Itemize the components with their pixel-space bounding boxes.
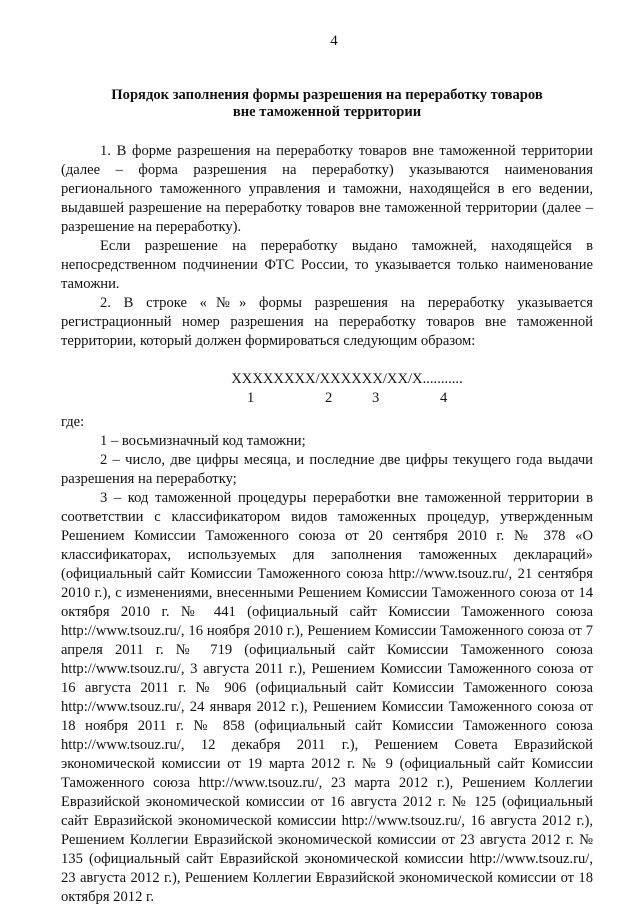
document-page [61,30,593,907]
title-line-2: вне таможенной территории [232,104,422,120]
paragraph-1: 1. В форме разрешения на переработку товаров вне таможенной территории (далее – форма разрешения на переработку) указываются наименования регионального таможенного управления и таможни, находящейся в его ведении, выдавшей разрешение на переработку товаров вне таможенной территории (далее – разрешение на переработку). [61,143,593,235]
title-line-1: Порядок заполнения формы разрешения на переработку товаров [111,87,543,103]
document-title [61,87,593,121]
definition-item-3: 3 – код таможенной процедуры переработки вне таможенной территории в соответствии с классификатором видов таможенных процедур, утвержденным Решением Комиссии Таможенного союза от 20 сентября 2010 г. № 378 «О классификаторах, используемых для заполнения таможенных деклараций» (официальный сайт Комиссии Таможенного союза http://www.tsouz.ru/, 21 сентября 2010 г.), с изменениями, внесенными Решением Комиссии Таможенного союза от 14 октября 2010 г. № 441 (официальный сайт Комиссии Таможенного союза http://www.tsouz.ru/, 16 ноября 2010 г.), Решением Комиссии Таможенного союза от 7 апреля 2011 г. № 719 (официальный сайт Комиссии Таможенного союза http://www.tsouz.ru/, 3 августа 2011 г.), Решением Комиссии Таможенного союза от 16 августа 2011 г. № 906 (официальный сайт Комиссии Таможенного союза http://www.tsouz.ru/, 24 января 2012 г.), Решением Комиссии Таможенного союза от 18 ноября 2011 г. № 858 (официальный сайт Комиссии Таможенного союза http://www.tsouz.ru/, 12 декабря 2011 г.), Решением Совета Евразийской экономической комиссии от 19 марта 2012 г. № 9 (официальный сайт Комиссии Таможенного союза http://www.tsouz.ru/, 23 марта 2012 г.), Решением Коллегии Евразийской экономической комиссии от 16 августа 2012 г. № 125 (официальный сайт Евразийской экономической комиссии http://www.tsouz.ru/, 16 августа 2012 г.), Решением Коллегии Евразийской экономической комиссии от 23 августа 2012 г. № 135 (официальный сайт Евразийской экономической комиссии http://www.tsouz.ru/, 23 августа 2012 г.), Решением Коллегии Евразийской экономической комиссии от 18 октября 2012 г. [61,490,593,905]
component-number-3: 3 [372,390,380,406]
paragraph-2: Если разрешение на переработку выдано таможней, находящейся в непосредственном подчинении ФТС России, то указывается только наименование таможни. [61,238,593,292]
where-label: где: [61,414,85,430]
component-number-4: 4 [440,390,448,406]
page-number: 4 [330,33,338,49]
document-body [61,142,593,907]
format-component-numbers [61,389,593,407]
component-number-1: 1 [247,390,255,406]
number-format-template: XXXXXXXX/XXXXXX/XX/X........... [231,371,463,387]
paragraph-3: 2. В строке «№» формы разрешения на переработку указывается регистрационный номер разрешения на переработку товаров вне таможенной территории, который должен формироваться следующим образом: [61,295,593,349]
definition-item-2: 2 – число, две цифры месяца, и последние две цифры текущего года выдачи разрешения на переработку; [61,452,593,487]
definition-item-1: 1 – восьмизначный код таможни; [100,433,306,449]
component-number-2: 2 [325,390,333,406]
